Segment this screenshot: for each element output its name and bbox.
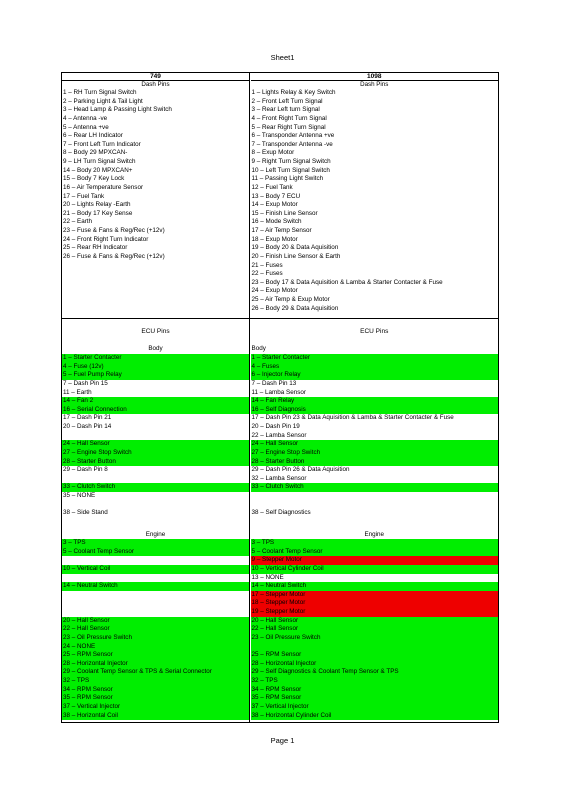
pin-row: 18 – Stepper Motor [251, 599, 499, 608]
pin-row [62, 574, 249, 583]
pin-row: 16 – Air Temperature Sensor [63, 183, 144, 191]
pin-row: 13 – NONE [251, 573, 284, 581]
pin-row: 33 – Clutch Switch [251, 483, 499, 492]
pin-row: 27 – Engine Stop Switch [251, 449, 499, 458]
column-1098 [251, 73, 499, 722]
pin-row [251, 501, 499, 510]
pin-row: 20 – Hall Sensor [251, 617, 499, 626]
pin-row: 28 – Horizontal Injector [62, 660, 249, 669]
pin-row: 35 – NONE [63, 492, 96, 499]
pin-row: 38 – Horizontal Coil [62, 712, 249, 721]
pin-row: 6 – Rear LH Indicator [63, 132, 123, 140]
pin-row: 12 – Fuel Tank [251, 183, 293, 191]
pin-row: 10 – Left Turn Signal Switch [251, 166, 330, 174]
pin-row [251, 643, 499, 652]
pin-row: 8 – Body 29 MPXCAN- [63, 149, 128, 157]
dash-pin-list [62, 89, 249, 262]
pin-row: 7 – Front Left Turn Indicator [63, 140, 141, 148]
pin-row: 20 – Dash Pin 19 [251, 423, 300, 430]
pin-row: 38 – Self Diagnostics [251, 509, 311, 517]
pin-row: 23 – Fuse & Fans & Reg/Rec (+12v) [63, 227, 165, 234]
pin-row: 9 – Stepper Motor [251, 556, 499, 565]
pin-row: 24 – Hall Sensor [62, 440, 249, 449]
pin-row: 24 – Exup Motor [251, 287, 298, 295]
pin-row: 13 – Body 7 ECU [251, 192, 301, 200]
pin-row: 23 – Oil Pressure Switch [62, 634, 249, 643]
engine-section [62, 530, 249, 720]
pin-row: 15 – Finish Line Sensor [251, 209, 318, 217]
pin-row [251, 492, 499, 501]
pin-row: 5 – Antenna +ve [63, 123, 109, 131]
pin-row [62, 501, 249, 510]
pin-row: 4 – Fuse (12v) [62, 363, 249, 372]
engine-pin-list [251, 539, 499, 720]
pin-row: 2 – Front Left Turn Signal [251, 97, 323, 105]
pin-row: 37 – Vertical Injector [62, 703, 249, 712]
pin-row: 20 – Hall Sensor [62, 617, 249, 626]
pin-row: 22 – Earth [63, 218, 93, 226]
pin-row: 17 – Stepper Motor [251, 591, 499, 600]
pin-row: 32 – Lamba Sensor [251, 474, 307, 482]
pin-row: 9 – Right Turn Signal Switch [251, 158, 331, 165]
pin-row: 17 – Air Temp Sensor [251, 227, 312, 234]
pin-row: 2 – Parking Light & Tail Light [63, 97, 143, 105]
pin-row: 22 – Hall Sensor [251, 625, 499, 634]
pin-row: 37 – Vertical Injector [251, 703, 499, 712]
ecu-pins-title: ECU Pins [141, 328, 170, 335]
pin-row: 22 – Fuses [251, 270, 283, 278]
pin-row: 21 – Body 17 Key Sense [63, 209, 133, 217]
pin-row: 8 – Exup Motor [251, 149, 295, 157]
pin-row: 32 – TPS [62, 677, 249, 686]
pin-row: 22 – Lamba Sensor [251, 431, 307, 439]
section-divider [62, 318, 498, 319]
body-pin-list [251, 354, 499, 518]
pin-row: 14 – Neutral Switch [62, 582, 249, 591]
pin-row: 14 – Exup Motor [251, 201, 298, 209]
pin-row: 7 – Dash Pin 15 [63, 379, 108, 387]
pin-row: 7 – Transponder Antenna -ve [251, 140, 333, 148]
pin-row: 5 – Coolant Temp Sensor [62, 548, 249, 557]
pin-row: 27 – Engine Stop Switch [62, 449, 249, 458]
pin-row: 24 – NONE [62, 643, 249, 652]
pin-row: 21 – Fuses [251, 261, 283, 269]
pin-row: 38 – Side Stand [63, 509, 108, 517]
pin-row: 35 – RPM Sensor [251, 694, 499, 703]
pin-row: 19 – Body 20 & Data Aquisition [251, 244, 339, 252]
body-section-title: Body [251, 345, 266, 352]
pin-row: 6 – Transponder Antenna +ve [251, 132, 335, 140]
pin-row: 4 – Front Right Turn Signal [251, 114, 327, 122]
pin-row: 25 – Air Temp & Exup Motor [251, 296, 330, 303]
pin-row [62, 608, 249, 617]
pin-row: 29 – Self Diagnostics & Coolant Temp Sensor & TPS [251, 668, 499, 677]
pin-row: 16 – Self Diagnosis [251, 406, 499, 415]
pin-row: 28 – Starter Button [251, 458, 499, 467]
pin-row [62, 432, 249, 441]
pin-row [62, 475, 249, 484]
pin-row: 28 – Starter Button [62, 458, 249, 467]
pin-row: 32 – TPS [251, 677, 499, 686]
pin-row: 1 – Lights Relay & Key Switch [251, 89, 336, 96]
pin-row: 17 – Dash Pin 23 & Data Aquisition & Lamba & Starter Contacter & Fuse [251, 414, 454, 422]
pin-row: 6 – Injector Relay [251, 371, 499, 380]
pin-row: 9 – LH Turn Signal Switch [63, 158, 136, 165]
pin-row [62, 591, 249, 600]
column-header: 1098 [251, 73, 499, 81]
pin-row: 7 – Dash Pin 13 [251, 379, 297, 387]
pin-row: 3 – Head Lamp & Passing Light Switch [63, 106, 172, 114]
pin-row: 22 – Hall Sensor [62, 625, 249, 634]
pin-row: 17 – Fuel Tank [63, 192, 105, 200]
pin-row: 24 – Front Right Turn Indicator [63, 235, 149, 243]
body-pin-list [62, 354, 249, 518]
pin-row [62, 556, 249, 565]
pin-row: 34 – RPM Sensor [251, 686, 499, 695]
pin-row: 5 – Fuel Pump Relay [62, 371, 249, 380]
pin-row: 5 – Coolant Temp Sensor [251, 548, 499, 557]
pin-row: 14 – Fan Relay [251, 397, 499, 406]
sheet-title: Sheet1 [270, 53, 295, 62]
column-header: 749 [62, 73, 249, 81]
engine-pin-list [62, 539, 249, 720]
pin-row: 23 – Body 17 & Data Aquisition & Lamba & Starter Contacter & Fuse [251, 278, 443, 286]
column-749 [62, 73, 250, 722]
engine-section [251, 530, 499, 720]
pin-row: 16 – Mode Switch [251, 218, 302, 226]
body-section-title: Body [148, 345, 163, 352]
pin-row: 29 – Dash Pin 26 & Data Aquisition [251, 466, 350, 474]
engine-section-title: Engine [145, 531, 166, 538]
pin-row: 35 – RPM Sensor [62, 694, 249, 703]
pin-row: 11 – Lamba Sensor [251, 388, 306, 396]
pin-row: 16 – Serial Connection [62, 406, 249, 415]
pin-row: 5 – Rear Right Turn Signal [251, 123, 326, 131]
pin-row: 4 – Antenna -ve [63, 114, 108, 122]
pin-row: 25 – RPM Sensor [62, 651, 249, 660]
dash-pin-list [251, 89, 499, 313]
pin-table [61, 72, 499, 723]
pin-row: 25 – Rear RH Indicator [63, 244, 128, 252]
pin-row: 3 – Rear Left turn Signal [251, 106, 320, 114]
page-number: Page 1 [270, 736, 295, 745]
pin-row: 24 – Hall Sensor [251, 440, 499, 449]
pin-row: 17 – Dash Pin 21 [63, 414, 112, 422]
engine-section-title: Engine [364, 531, 385, 538]
pin-row: 20 – Finish Line Sensor & Earth [251, 252, 341, 260]
pin-row: 26 – Fuse & Fans & Reg/Rec (+12v) [63, 252, 165, 260]
pin-row: 14 – Neutral Switch [251, 582, 499, 591]
pin-row: 25 – RPM Sensor [251, 651, 499, 660]
dash-pins-title: Dash Pins [141, 81, 170, 88]
pin-row: 10 – Vertical Cylinder Coil [251, 565, 499, 574]
pin-row: 29 – Dash Pin 8 [63, 466, 108, 474]
pin-row: 15 – Body 7 Key Lock [63, 175, 125, 183]
pin-row: 1 – RH Turn Signal Switch [63, 89, 137, 96]
dash-pins-title: Dash Pins [360, 81, 389, 88]
pin-row: 11 – Passing Light Switch [251, 175, 324, 183]
pin-row: 10 – Vertical Coil [62, 565, 249, 574]
pin-row: 20 – Dash Pin 14 [63, 423, 112, 430]
pin-row: 34 – RPM Sensor [62, 686, 249, 695]
pin-row: 1 – Starter Contacter [251, 354, 499, 363]
pin-row: 4 – Fuses [251, 363, 499, 372]
pin-row: 14 – Fan 2 [62, 397, 249, 406]
pin-row: 3 – TPS [62, 539, 249, 548]
pin-row: 18 – Exup Motor [251, 235, 298, 243]
pin-row: 28 – Horizontal Injector [251, 660, 499, 669]
pin-row: 20 – Lights Relay -Earth [63, 201, 131, 209]
pin-row: 23 – Oil Pressure Switch [251, 634, 499, 643]
pin-row: 19 – Stepper Motor [251, 608, 499, 617]
pin-row: 33 – Clutch Switch [62, 483, 249, 492]
pin-row: 38 – Horizontal Cylinder Coil [251, 712, 499, 721]
pin-row: 11 – Earth [63, 388, 92, 396]
ecu-pins-title: ECU Pins [360, 328, 389, 335]
pin-row: 29 – Coolant Temp Sensor & TPS & Serial Connector [62, 668, 249, 677]
pin-row: 1 – Starter Contacter [62, 354, 249, 363]
pin-row: 26 – Body 29 & Data Aquisition [251, 304, 339, 312]
pin-row: 3 – TPS [251, 539, 499, 548]
pin-row: 14 – Body 20 MPXCAN+ [63, 166, 133, 174]
pin-row [62, 599, 249, 608]
